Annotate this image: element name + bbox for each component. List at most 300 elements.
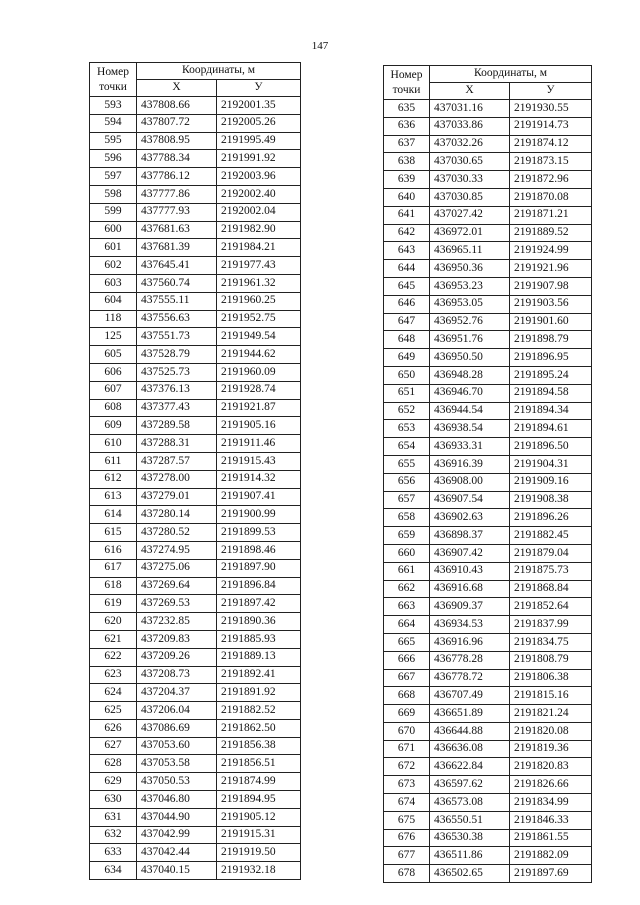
x-coordinate-cell: 436909.37	[430, 598, 510, 616]
table-row	[384, 384, 592, 402]
y-coordinate-cell: 2191991.92	[217, 150, 301, 168]
point-number-cell: 595	[90, 132, 137, 150]
table-row	[90, 524, 301, 542]
point-number-cell: 623	[90, 666, 137, 684]
x-coordinate-cell: 437086.69	[137, 719, 217, 737]
table-row	[384, 277, 592, 295]
y-coordinate-cell: 2191856.38	[217, 737, 301, 755]
table-row	[90, 595, 301, 613]
y-coordinate-cell: 2191889.52	[510, 224, 592, 242]
y-coordinate-cell: 2191870.08	[510, 188, 592, 206]
point-number-header	[90, 63, 137, 97]
table-row	[384, 438, 592, 456]
x-coordinate-cell: 436597.62	[430, 776, 510, 794]
x-coordinate-cell: 437033.86	[430, 117, 510, 135]
x-coordinate-cell: 437551.73	[137, 328, 217, 346]
table-row	[384, 313, 592, 331]
x-coordinate-cell: 436502.65	[430, 865, 510, 883]
x-coordinate-cell: 437046.80	[137, 791, 217, 809]
table-row	[90, 844, 301, 862]
table-row	[384, 295, 592, 313]
point-number-cell: 668	[384, 687, 430, 705]
x-coordinate-cell: 436950.50	[430, 349, 510, 367]
table-row	[384, 366, 592, 384]
table-row	[384, 242, 592, 260]
x-coordinate-cell: 436644.88	[430, 722, 510, 740]
point-number-cell: 609	[90, 417, 137, 435]
y-header: У	[217, 80, 301, 97]
x-coordinate-cell: 437280.52	[137, 524, 217, 542]
y-coordinate-cell: 2191932.18	[217, 862, 301, 880]
y-header: У	[510, 83, 592, 100]
y-coordinate-cell: 2191808.79	[510, 651, 592, 669]
point-number-cell: 667	[384, 669, 430, 687]
x-coordinate-cell: 437209.26	[137, 648, 217, 666]
point-number-cell: 610	[90, 435, 137, 453]
point-number-cell: 597	[90, 168, 137, 186]
table-row	[90, 470, 301, 488]
x-coordinate-cell: 437042.44	[137, 844, 217, 862]
y-coordinate-cell: 2191907.41	[217, 488, 301, 506]
table-row	[90, 826, 301, 844]
table-row	[90, 702, 301, 720]
y-coordinate-cell: 2191960.09	[217, 363, 301, 381]
y-coordinate-cell: 2191820.08	[510, 722, 592, 740]
point-number-cell: 676	[384, 829, 430, 847]
y-coordinate-cell: 2191901.60	[510, 313, 592, 331]
table-row	[384, 616, 592, 634]
table-row	[384, 491, 592, 509]
point-number-cell: 674	[384, 794, 430, 812]
table-row	[384, 527, 592, 545]
y-coordinate-cell: 2191915.43	[217, 452, 301, 470]
x-coordinate-cell: 436972.01	[430, 224, 510, 242]
point-number-cell: 654	[384, 438, 430, 456]
y-coordinate-cell: 2191896.95	[510, 349, 592, 367]
point-number-cell: 641	[384, 206, 430, 224]
point-number-cell: 640	[384, 188, 430, 206]
page-number: 147	[311, 40, 329, 52]
table-row	[90, 221, 301, 239]
y-coordinate-cell: 2191898.79	[510, 331, 592, 349]
point-number-cell: 659	[384, 527, 430, 545]
table-row	[90, 239, 301, 257]
table-row	[384, 206, 592, 224]
y-coordinate-cell: 2191899.53	[217, 524, 301, 542]
table-row	[384, 687, 592, 705]
point-number-cell: 649	[384, 349, 430, 367]
y-coordinate-cell: 2191826.66	[510, 776, 592, 794]
point-number-cell: 601	[90, 239, 137, 257]
point-number-cell: 607	[90, 381, 137, 399]
x-coordinate-cell: 437274.95	[137, 541, 217, 559]
x-coordinate-cell: 437288.31	[137, 435, 217, 453]
x-coordinate-cell: 436511.86	[430, 847, 510, 865]
point-number-cell: 630	[90, 791, 137, 809]
table-row	[90, 862, 301, 880]
y-coordinate-cell: 2191982.90	[217, 221, 301, 239]
point-number-cell: 620	[90, 613, 137, 631]
table-row	[90, 791, 301, 809]
point-number-cell: 625	[90, 702, 137, 720]
y-coordinate-cell: 2191879.04	[510, 544, 592, 562]
x-coordinate-cell: 437788.34	[137, 150, 217, 168]
table-row	[384, 349, 592, 367]
point-number-cell: 672	[384, 758, 430, 776]
y-coordinate-cell: 2191896.50	[510, 438, 592, 456]
table-row	[90, 452, 301, 470]
x-coordinate-cell: 436898.37	[430, 527, 510, 545]
table-row	[90, 346, 301, 364]
x-coordinate-cell: 436902.63	[430, 509, 510, 527]
x-coordinate-cell: 437269.64	[137, 577, 217, 595]
y-coordinate-cell: 2191882.52	[217, 702, 301, 720]
table-row	[384, 188, 592, 206]
point-number-cell: 646	[384, 295, 430, 313]
table-row	[384, 153, 592, 171]
x-coordinate-cell: 437645.41	[137, 257, 217, 275]
y-coordinate-cell: 2191921.87	[217, 399, 301, 417]
table-row	[90, 97, 301, 115]
point-number-cell: 678	[384, 865, 430, 883]
y-coordinate-cell: 2191891.92	[217, 684, 301, 702]
table-row	[90, 737, 301, 755]
y-coordinate-cell: 2191815.16	[510, 687, 592, 705]
y-coordinate-cell: 2191977.43	[217, 257, 301, 275]
point-number-cell: 661	[384, 562, 430, 580]
table-row	[384, 544, 592, 562]
y-coordinate-cell: 2191894.58	[510, 384, 592, 402]
table-row	[90, 363, 301, 381]
point-number-cell: 663	[384, 598, 430, 616]
table-row	[90, 132, 301, 150]
point-number-cell: 657	[384, 491, 430, 509]
x-coordinate-cell: 437808.95	[137, 132, 217, 150]
table-row	[384, 509, 592, 527]
point-number-cell: 598	[90, 185, 137, 203]
table-row	[384, 580, 592, 598]
point-number-cell: 606	[90, 363, 137, 381]
x-coordinate-cell: 437053.58	[137, 755, 217, 773]
table-row	[90, 755, 301, 773]
point-number-cell: 611	[90, 452, 137, 470]
table-row	[90, 648, 301, 666]
x-coordinate-cell: 437376.13	[137, 381, 217, 399]
table-row	[384, 722, 592, 740]
x-coordinate-cell: 436953.05	[430, 295, 510, 313]
y-coordinate-cell: 2191882.45	[510, 527, 592, 545]
y-coordinate-cell: 2191882.09	[510, 847, 592, 865]
y-coordinate-cell: 2191852.64	[510, 598, 592, 616]
x-header: X	[137, 80, 217, 97]
x-coordinate-cell: 437777.86	[137, 185, 217, 203]
point-number-cell: 600	[90, 221, 137, 239]
table-row	[384, 705, 592, 723]
table-row	[384, 794, 592, 812]
x-coordinate-cell: 437206.04	[137, 702, 217, 720]
table-row	[90, 114, 301, 132]
x-coordinate-cell: 437044.90	[137, 808, 217, 826]
table-row	[90, 310, 301, 328]
table-row	[90, 666, 301, 684]
point-number-cell: 636	[384, 117, 430, 135]
x-coordinate-cell: 436530.38	[430, 829, 510, 847]
left-table-body	[90, 97, 301, 880]
table-row	[384, 100, 592, 118]
y-coordinate-cell: 2191821.24	[510, 705, 592, 723]
point-number-cell: 647	[384, 313, 430, 331]
x-coordinate-cell: 436907.42	[430, 544, 510, 562]
point-number-cell: 665	[384, 633, 430, 651]
y-coordinate-cell: 2192002.04	[217, 203, 301, 221]
table-row	[90, 292, 301, 310]
y-coordinate-cell: 2191944.62	[217, 346, 301, 364]
table-row	[90, 257, 301, 275]
point-number-cell: 604	[90, 292, 137, 310]
point-number-cell: 675	[384, 811, 430, 829]
point-number-cell: 605	[90, 346, 137, 364]
table-row	[384, 562, 592, 580]
table-row	[384, 811, 592, 829]
point-number-cell: 118	[90, 310, 137, 328]
y-coordinate-cell: 2191837.99	[510, 616, 592, 634]
table-row	[384, 402, 592, 420]
point-number-cell: 596	[90, 150, 137, 168]
point-number-cell: 635	[384, 100, 430, 118]
x-coordinate-cell: 436965.11	[430, 242, 510, 260]
point-number-cell: 670	[384, 722, 430, 740]
table-row	[90, 381, 301, 399]
table-row	[90, 559, 301, 577]
y-coordinate-cell: 2191819.36	[510, 740, 592, 758]
x-coordinate-cell: 437681.39	[137, 239, 217, 257]
point-number-cell: 594	[90, 114, 137, 132]
table-row	[384, 135, 592, 153]
coordinates-header: Координаты, м	[137, 63, 301, 80]
table-row	[90, 168, 301, 186]
x-coordinate-cell: 437280.14	[137, 506, 217, 524]
x-coordinate-cell: 436778.28	[430, 651, 510, 669]
y-coordinate-cell: 2191868.84	[510, 580, 592, 598]
y-coordinate-cell: 2191834.75	[510, 633, 592, 651]
point-number-cell: 628	[90, 755, 137, 773]
point-number-cell: 658	[384, 509, 430, 527]
point-number-cell: 671	[384, 740, 430, 758]
x-coordinate-cell: 437289.58	[137, 417, 217, 435]
point-number-cell: 602	[90, 257, 137, 275]
y-coordinate-cell: 2192003.96	[217, 168, 301, 186]
y-coordinate-cell: 2191895.24	[510, 366, 592, 384]
x-coordinate-cell: 437027.42	[430, 206, 510, 224]
point-number-cell: 652	[384, 402, 430, 420]
x-coordinate-cell: 436951.76	[430, 331, 510, 349]
coordinates-table-right	[383, 65, 592, 883]
table-row	[90, 684, 301, 702]
x-coordinate-cell: 436946.70	[430, 384, 510, 402]
table-row	[384, 651, 592, 669]
point-number-cell: 619	[90, 595, 137, 613]
x-coordinate-cell: 437031.16	[430, 100, 510, 118]
table-row	[384, 829, 592, 847]
x-coordinate-cell: 437269.53	[137, 595, 217, 613]
point-number-cell: 612	[90, 470, 137, 488]
y-coordinate-cell: 2191995.49	[217, 132, 301, 150]
point-number-cell: 624	[90, 684, 137, 702]
point-number-cell: 125	[90, 328, 137, 346]
y-coordinate-cell: 2191862.50	[217, 719, 301, 737]
table-row	[384, 847, 592, 865]
coordinates-header: Координаты, м	[430, 66, 592, 83]
y-coordinate-cell: 2191911.46	[217, 435, 301, 453]
point-number-cell: 653	[384, 420, 430, 438]
table-row	[90, 577, 301, 595]
y-coordinate-cell: 2191889.13	[217, 648, 301, 666]
table-row	[90, 417, 301, 435]
table-row	[90, 274, 301, 292]
table-row	[384, 633, 592, 651]
x-coordinate-cell: 437032.26	[430, 135, 510, 153]
point-number-cell: 655	[384, 455, 430, 473]
point-number-cell: 599	[90, 203, 137, 221]
y-coordinate-cell: 2191919.50	[217, 844, 301, 862]
y-coordinate-cell: 2191914.32	[217, 470, 301, 488]
x-coordinate-cell: 437030.33	[430, 171, 510, 189]
x-coordinate-cell: 437040.15	[137, 862, 217, 880]
x-coordinate-cell: 436908.00	[430, 473, 510, 491]
point-number-cell: 642	[384, 224, 430, 242]
x-coordinate-cell: 437232.85	[137, 613, 217, 631]
y-coordinate-cell: 2191894.34	[510, 402, 592, 420]
x-coordinate-cell: 437556.63	[137, 310, 217, 328]
point-number-cell: 634	[90, 862, 137, 880]
x-coordinate-cell: 437528.79	[137, 346, 217, 364]
x-coordinate-cell: 437279.01	[137, 488, 217, 506]
table-row	[384, 171, 592, 189]
x-coordinate-cell: 437560.74	[137, 274, 217, 292]
point-number-header-line2: точки	[99, 80, 127, 93]
point-number-cell: 662	[384, 580, 430, 598]
table-row	[384, 420, 592, 438]
y-coordinate-cell: 2191874.99	[217, 773, 301, 791]
y-coordinate-cell: 2191885.93	[217, 630, 301, 648]
x-coordinate-cell: 436550.51	[430, 811, 510, 829]
y-coordinate-cell: 2192002.40	[217, 185, 301, 203]
table-row	[384, 598, 592, 616]
point-number-cell: 633	[90, 844, 137, 862]
y-coordinate-cell: 2191806.38	[510, 669, 592, 687]
point-number-cell: 626	[90, 719, 137, 737]
table-row	[90, 506, 301, 524]
point-number-cell: 645	[384, 277, 430, 295]
table-row	[90, 435, 301, 453]
table-row	[90, 630, 301, 648]
y-coordinate-cell: 2191894.95	[217, 791, 301, 809]
point-number-cell: 648	[384, 331, 430, 349]
y-coordinate-cell: 2191904.31	[510, 455, 592, 473]
point-number-cell: 632	[90, 826, 137, 844]
x-coordinate-cell: 437053.60	[137, 737, 217, 755]
x-coordinate-cell: 436916.68	[430, 580, 510, 598]
x-coordinate-cell: 437777.93	[137, 203, 217, 221]
table-row	[384, 455, 592, 473]
y-coordinate-cell: 2191900.99	[217, 506, 301, 524]
y-coordinate-cell: 2191905.12	[217, 808, 301, 826]
x-coordinate-cell: 437808.66	[137, 97, 217, 115]
x-coordinate-cell: 437050.53	[137, 773, 217, 791]
table-row	[90, 541, 301, 559]
x-coordinate-cell: 436933.31	[430, 438, 510, 456]
point-number-cell: 608	[90, 399, 137, 417]
y-coordinate-cell: 2191874.12	[510, 135, 592, 153]
point-number-cell: 627	[90, 737, 137, 755]
x-coordinate-cell: 437278.00	[137, 470, 217, 488]
x-coordinate-cell: 437786.12	[137, 168, 217, 186]
x-coordinate-cell: 437042.99	[137, 826, 217, 844]
x-coordinate-cell: 436938.54	[430, 420, 510, 438]
y-coordinate-cell: 2191908.38	[510, 491, 592, 509]
point-number-cell: 677	[384, 847, 430, 865]
table-row	[90, 150, 301, 168]
y-coordinate-cell: 2191905.16	[217, 417, 301, 435]
x-coordinate-cell: 437525.73	[137, 363, 217, 381]
point-number-cell: 621	[90, 630, 137, 648]
x-coordinate-cell: 437208.73	[137, 666, 217, 684]
point-number-header-line1: Номер	[390, 69, 423, 82]
table-row	[384, 260, 592, 278]
x-coordinate-cell: 436916.96	[430, 633, 510, 651]
table-row	[384, 117, 592, 135]
point-number-cell: 651	[384, 384, 430, 402]
y-coordinate-cell: 2191903.56	[510, 295, 592, 313]
y-coordinate-cell: 2191921.96	[510, 260, 592, 278]
table-row	[384, 224, 592, 242]
x-coordinate-cell: 436573.08	[430, 794, 510, 812]
table-row	[90, 399, 301, 417]
table-row	[90, 773, 301, 791]
point-number-cell: 622	[90, 648, 137, 666]
x-coordinate-cell: 436907.54	[430, 491, 510, 509]
x-coordinate-cell: 436910.43	[430, 562, 510, 580]
point-number-cell: 618	[90, 577, 137, 595]
x-coordinate-cell: 437377.43	[137, 399, 217, 417]
table-row	[90, 185, 301, 203]
point-number-cell: 650	[384, 366, 430, 384]
x-coordinate-cell: 437204.37	[137, 684, 217, 702]
point-number-cell: 660	[384, 544, 430, 562]
table-row	[384, 473, 592, 491]
y-coordinate-cell: 2191834.99	[510, 794, 592, 812]
point-number-header-line1: Номер	[97, 66, 129, 79]
y-coordinate-cell: 2191890.36	[217, 613, 301, 631]
point-number-cell: 638	[384, 153, 430, 171]
y-coordinate-cell: 2191820.83	[510, 758, 592, 776]
y-coordinate-cell: 2191924.99	[510, 242, 592, 260]
point-number-header-line2: точки	[392, 83, 421, 96]
table-row	[384, 865, 592, 883]
x-coordinate-cell: 436707.49	[430, 687, 510, 705]
table-row	[90, 808, 301, 826]
point-number-cell: 593	[90, 97, 137, 115]
y-coordinate-cell: 2191856.51	[217, 755, 301, 773]
table-row	[384, 758, 592, 776]
point-number-cell: 639	[384, 171, 430, 189]
y-coordinate-cell: 2191949.54	[217, 328, 301, 346]
point-number-cell: 673	[384, 776, 430, 794]
x-coordinate-cell: 437209.83	[137, 630, 217, 648]
y-coordinate-cell: 2191846.33	[510, 811, 592, 829]
point-number-cell: 614	[90, 506, 137, 524]
point-number-cell: 616	[90, 541, 137, 559]
